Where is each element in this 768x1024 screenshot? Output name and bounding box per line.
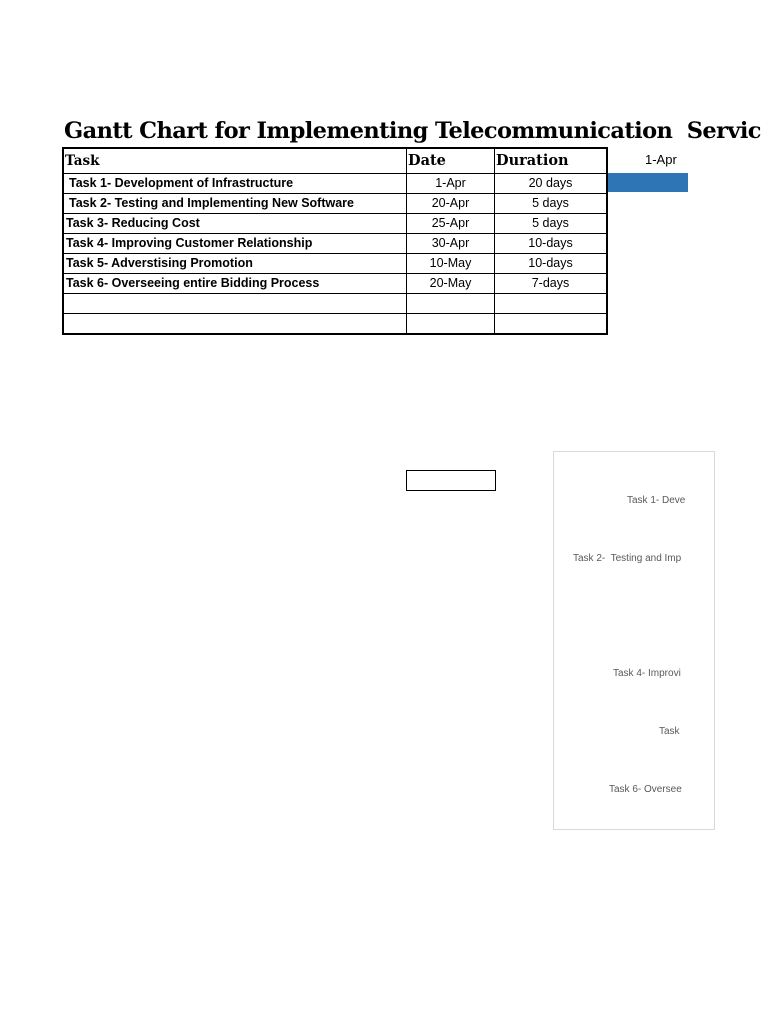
date-cell[interactable]: 20-Apr	[407, 194, 495, 214]
empty-cell[interactable]	[495, 314, 607, 334]
empty-cell[interactable]	[64, 314, 407, 334]
chart-category-label: Task 6- Oversee	[609, 784, 682, 795]
table-header-row	[64, 149, 607, 174]
duration-cell[interactable]: 5 days	[495, 214, 607, 234]
date-cell[interactable]: 30-Apr	[407, 234, 495, 254]
duration-cell[interactable]: 10-days	[495, 254, 607, 274]
chart-category-label: Task 4- Improvi	[613, 668, 681, 679]
gantt-bar	[608, 173, 688, 192]
task-table	[63, 148, 607, 334]
chart-area[interactable]	[553, 451, 715, 830]
column-header-duration: Duration	[495, 149, 607, 174]
empty-row	[64, 294, 607, 314]
column-header-date: Date	[407, 149, 495, 174]
empty-row	[64, 314, 607, 334]
empty-bordered-cell[interactable]	[406, 470, 496, 491]
timeline-start-date: 1-Apr	[645, 152, 677, 167]
duration-cell[interactable]: 5 days	[495, 194, 607, 214]
empty-cell[interactable]	[407, 314, 495, 334]
empty-cell[interactable]	[64, 294, 407, 314]
table-row	[64, 234, 607, 254]
task-cell[interactable]: Task 6- Overseeing entire Bidding Process	[64, 274, 407, 294]
date-cell[interactable]: 20-May	[407, 274, 495, 294]
column-header-task: Task	[64, 149, 407, 174]
table-row	[64, 254, 607, 274]
table-row	[64, 174, 607, 194]
date-cell[interactable]: 1-Apr	[407, 174, 495, 194]
duration-cell[interactable]: 10-days	[495, 234, 607, 254]
task-cell[interactable]: Task 4- Improving Customer Relationship	[64, 234, 407, 254]
table-row	[64, 194, 607, 214]
date-cell[interactable]: 25-Apr	[407, 214, 495, 234]
duration-cell[interactable]: 7-days	[495, 274, 607, 294]
chart-category-label: Task 2- Testing and Imp	[573, 553, 682, 564]
duration-cell[interactable]: 20 days	[495, 174, 607, 194]
chart-category-label: Task 1- Deve	[627, 495, 686, 506]
task-cell[interactable]: Task 3- Reducing Cost	[64, 214, 407, 234]
page-title: Gantt Chart for Implementing Telecommunication Servic	[64, 118, 761, 144]
task-cell[interactable]: Task 2- Testing and Implementing New Software	[64, 194, 407, 214]
table-row	[64, 214, 607, 234]
date-cell[interactable]: 10-May	[407, 254, 495, 274]
table-row	[64, 274, 607, 294]
task-cell[interactable]: Task 1- Development of Infrastructure	[64, 174, 407, 194]
chart-category-label: Task	[659, 726, 680, 737]
empty-cell[interactable]	[495, 294, 607, 314]
task-cell[interactable]: Task 5- Adverstising Promotion	[64, 254, 407, 274]
empty-cell[interactable]	[407, 294, 495, 314]
